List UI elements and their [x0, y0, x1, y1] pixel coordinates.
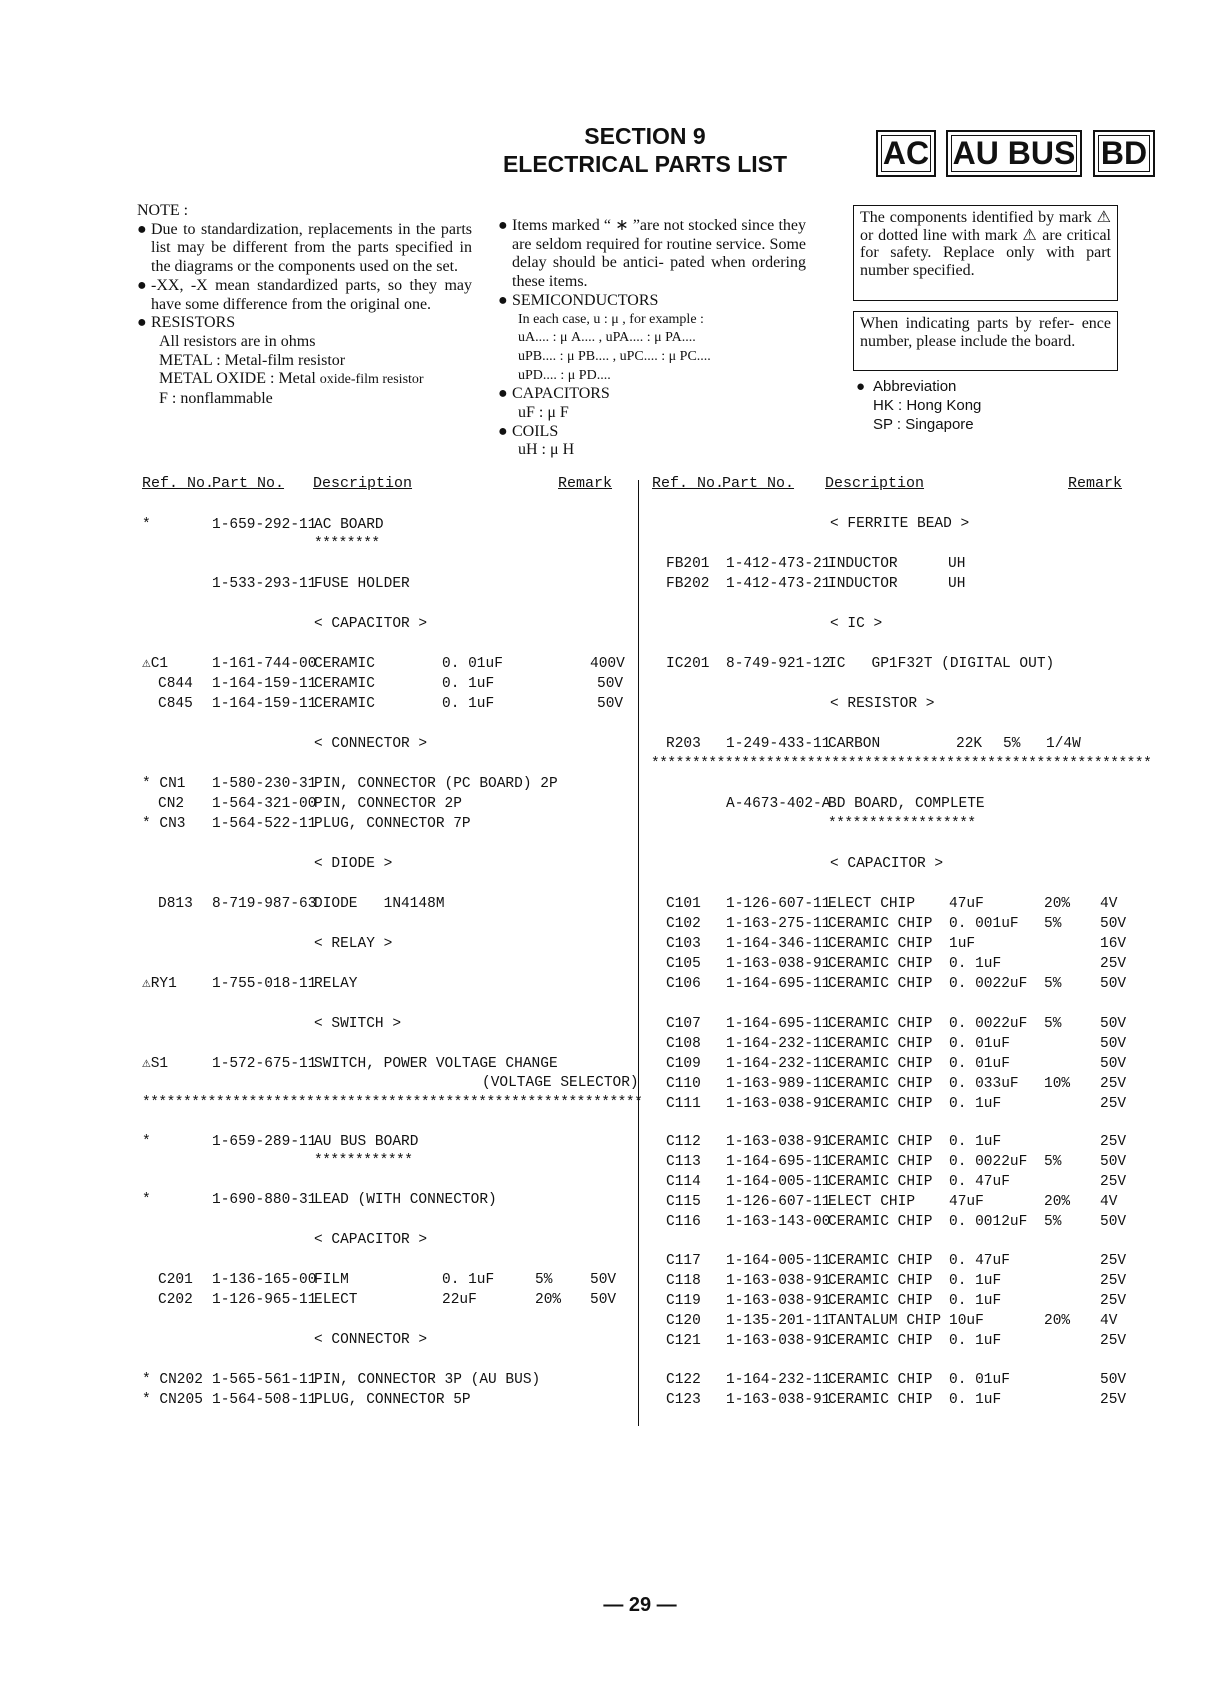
col-remark-right: Remark	[1068, 475, 1123, 492]
resistor-line: All resistors are in ohms	[159, 332, 316, 350]
note-caps: ● CAPACITORS	[498, 385, 610, 403]
abbreviation-note	[856, 377, 981, 434]
page-title: ELECTRICAL PARTS LIST	[502, 151, 788, 177]
note-item: ● -XX, -X mean standardized parts, so they may have some difference from the original one.	[137, 276, 472, 313]
page-number: — 29 —	[603, 1594, 677, 1616]
col-part-right: Part No.	[722, 475, 795, 492]
col-ref-left: Ref. No.	[142, 475, 215, 492]
resistor-line: F : nonflammable	[159, 390, 273, 408]
semis-line: uPD.... : μ PD....	[518, 367, 611, 383]
reference-note-box: When indicating parts by refer- ence number, please include the board.	[853, 311, 1118, 371]
col-ref-right: Ref. No.	[652, 475, 725, 492]
semis-line: uPB.... : μ PB.... , uPC.... : μ PC....	[518, 348, 711, 364]
resistor-line: METAL : Metal-film resistor	[159, 351, 346, 369]
col-desc-left: Description	[313, 475, 413, 492]
tag-ac: AC	[876, 130, 936, 177]
abbreviation-item: SP : Singapore	[873, 416, 974, 433]
resistor-line: METAL OXIDE : Metal oxide-film resistor	[159, 370, 424, 388]
col-remark-left: Remark	[558, 475, 613, 492]
note-item: ● Due to standardization, replacements in the parts list may be different from the parts specified in the diagrams or the components used on the set.	[137, 220, 472, 276]
tag-au-bus: AU BUS	[946, 130, 1082, 177]
note-semis: ● SEMICONDUCTORS	[498, 291, 659, 309]
abbreviation-head: ● Abbreviation	[856, 378, 957, 395]
column-divider	[638, 480, 639, 1426]
safety-note-box: The components identified by mark ⚠ or dotted line with mark ⚠ are critical for safety. Replace only with part number specified.	[853, 205, 1118, 301]
coils-line: uH : μ H	[518, 441, 575, 459]
semis-line: uA.... : μ A.... , uPA.... : μ PA....	[518, 330, 696, 346]
note-stock: ● Items marked “ ∗ ”are not stocked since they are seldom required for routine service. Some delay should be antici- pated when ordering these items.	[498, 217, 806, 291]
section-number: SECTION 9	[584, 123, 706, 149]
note-coils: ● COILS	[498, 422, 559, 440]
caps-line: uF : μ F	[518, 404, 569, 422]
col-desc-right: Description	[825, 475, 925, 492]
notes-left	[137, 202, 472, 409]
note-label: NOTE :	[137, 202, 189, 219]
tag-bd: BD	[1093, 130, 1155, 177]
notes-middle	[498, 217, 806, 460]
note-resistors: ● RESISTORS	[137, 314, 236, 332]
semis-line: In each case, u : μ , for example :	[518, 311, 704, 327]
col-part-left: Part No.	[212, 475, 285, 492]
abbreviation-item: HK : Hong Kong	[873, 397, 982, 414]
